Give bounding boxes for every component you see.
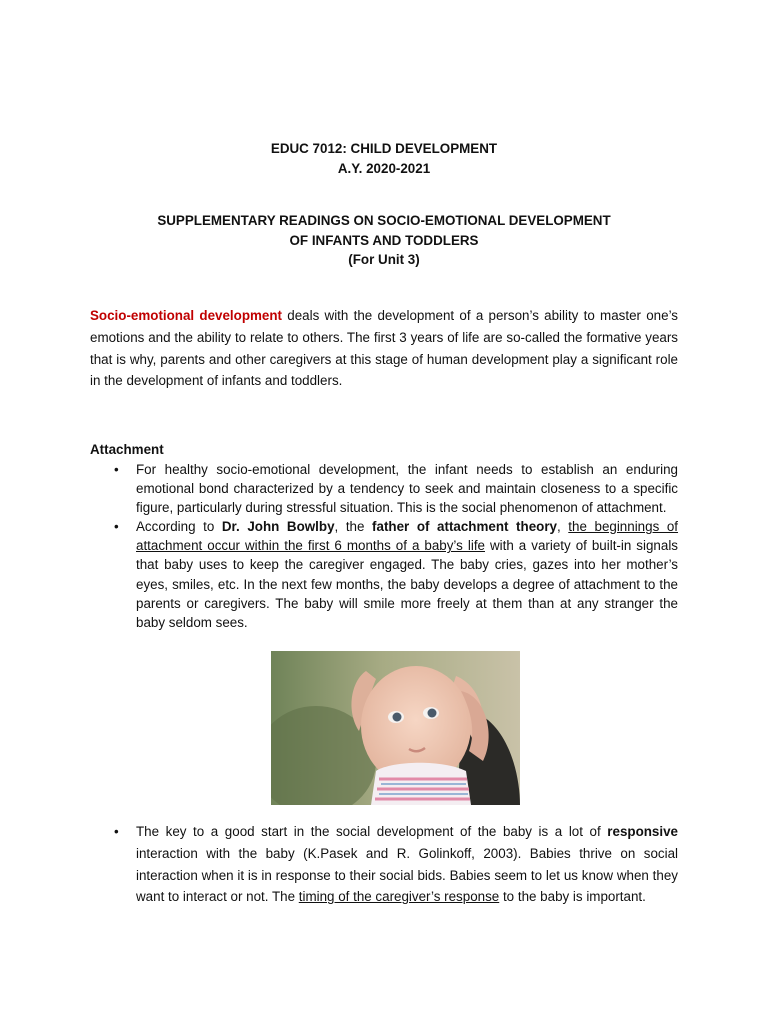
bullet-1-text: For healthy socio-emotional development, the infant needs to establish an enduring emotional bond characterized by a tendency to seek and maintain closeness to a specific figure, particularly during stressful situation. This is the social phenomenon of attachment. <box>136 462 678 516</box>
bullet-3-text-2: interaction with the baby (K.Pasek and R. Golinkoff, 2003). Babies thrive on social interaction when it is in response to their social bids. Babies seem to let us know when they want to interact or not. The <box>136 845 678 905</box>
bullet-3-text-3: to the baby is important. <box>499 889 646 905</box>
bullet-2-text-1: According to <box>136 519 222 535</box>
bullet-2-text-3: , <box>556 519 569 535</box>
bullet-2-text-2: , the <box>334 519 373 535</box>
intro-text: deals with the development of a person’s ability to master one’s emotions and the ability to relate to others. The first 3 years of life are so-called the formative years that is why, parents and other caregivers at this stage of human development play a significant role in the development of infants and toddlers. <box>90 308 678 389</box>
document-title <box>0 139 768 179</box>
course-title: EDUC 7012: CHILD DEVELOPMENT <box>270 141 498 156</box>
attachment-theory-role: father of attachment theory <box>372 519 557 535</box>
intro-paragraph <box>90 305 678 392</box>
document-subtitle <box>0 211 768 270</box>
intro-term: Socio-emotional development <box>90 308 283 323</box>
responsive-bold: responsive <box>607 824 678 839</box>
attachment-beginnings-underlined: the beginnings of attachment occur within the first 6 months of a baby’s life <box>136 519 679 554</box>
bullet-icon: • <box>114 519 119 535</box>
academic-year: A.Y. 2020-2021 <box>337 161 431 176</box>
attachment-list <box>90 460 678 632</box>
subtitle-line-1: SUPPLEMENTARY READINGS ON SOCIO-EMOTIONAL DEVELOPMENT <box>157 213 611 228</box>
bowlby-name: Dr. John Bowlby <box>221 519 335 535</box>
subtitle-line-2: OF INFANTS AND TODDLERS <box>289 232 479 248</box>
baby-photo <box>271 651 520 805</box>
bullet-2-text-4: with a variety of built-in signals that baby uses to keep the caregiver engaged. The baby cries, gazes into her mother’s eyes, smiles, etc. In the next few months, the baby develops a degree of attachment to the parents or caregivers. The baby will smile more freely at them than at any stranger the baby seldom sees. <box>136 538 678 630</box>
bullet-icon: • <box>114 824 119 839</box>
subtitle-line-3: (For Unit 3) <box>348 252 420 267</box>
responsive-interaction-list <box>90 821 678 908</box>
list-item <box>90 460 678 517</box>
caregiver-timing-underlined: timing of the caregiver’s response <box>298 889 500 905</box>
section-heading-attachment: Attachment <box>90 442 164 457</box>
list-item <box>90 517 678 632</box>
bullet-3-text-1: The key to a good start in the social development of the baby is a lot of <box>136 824 608 839</box>
list-item <box>90 821 678 908</box>
bullet-icon: • <box>114 462 119 477</box>
